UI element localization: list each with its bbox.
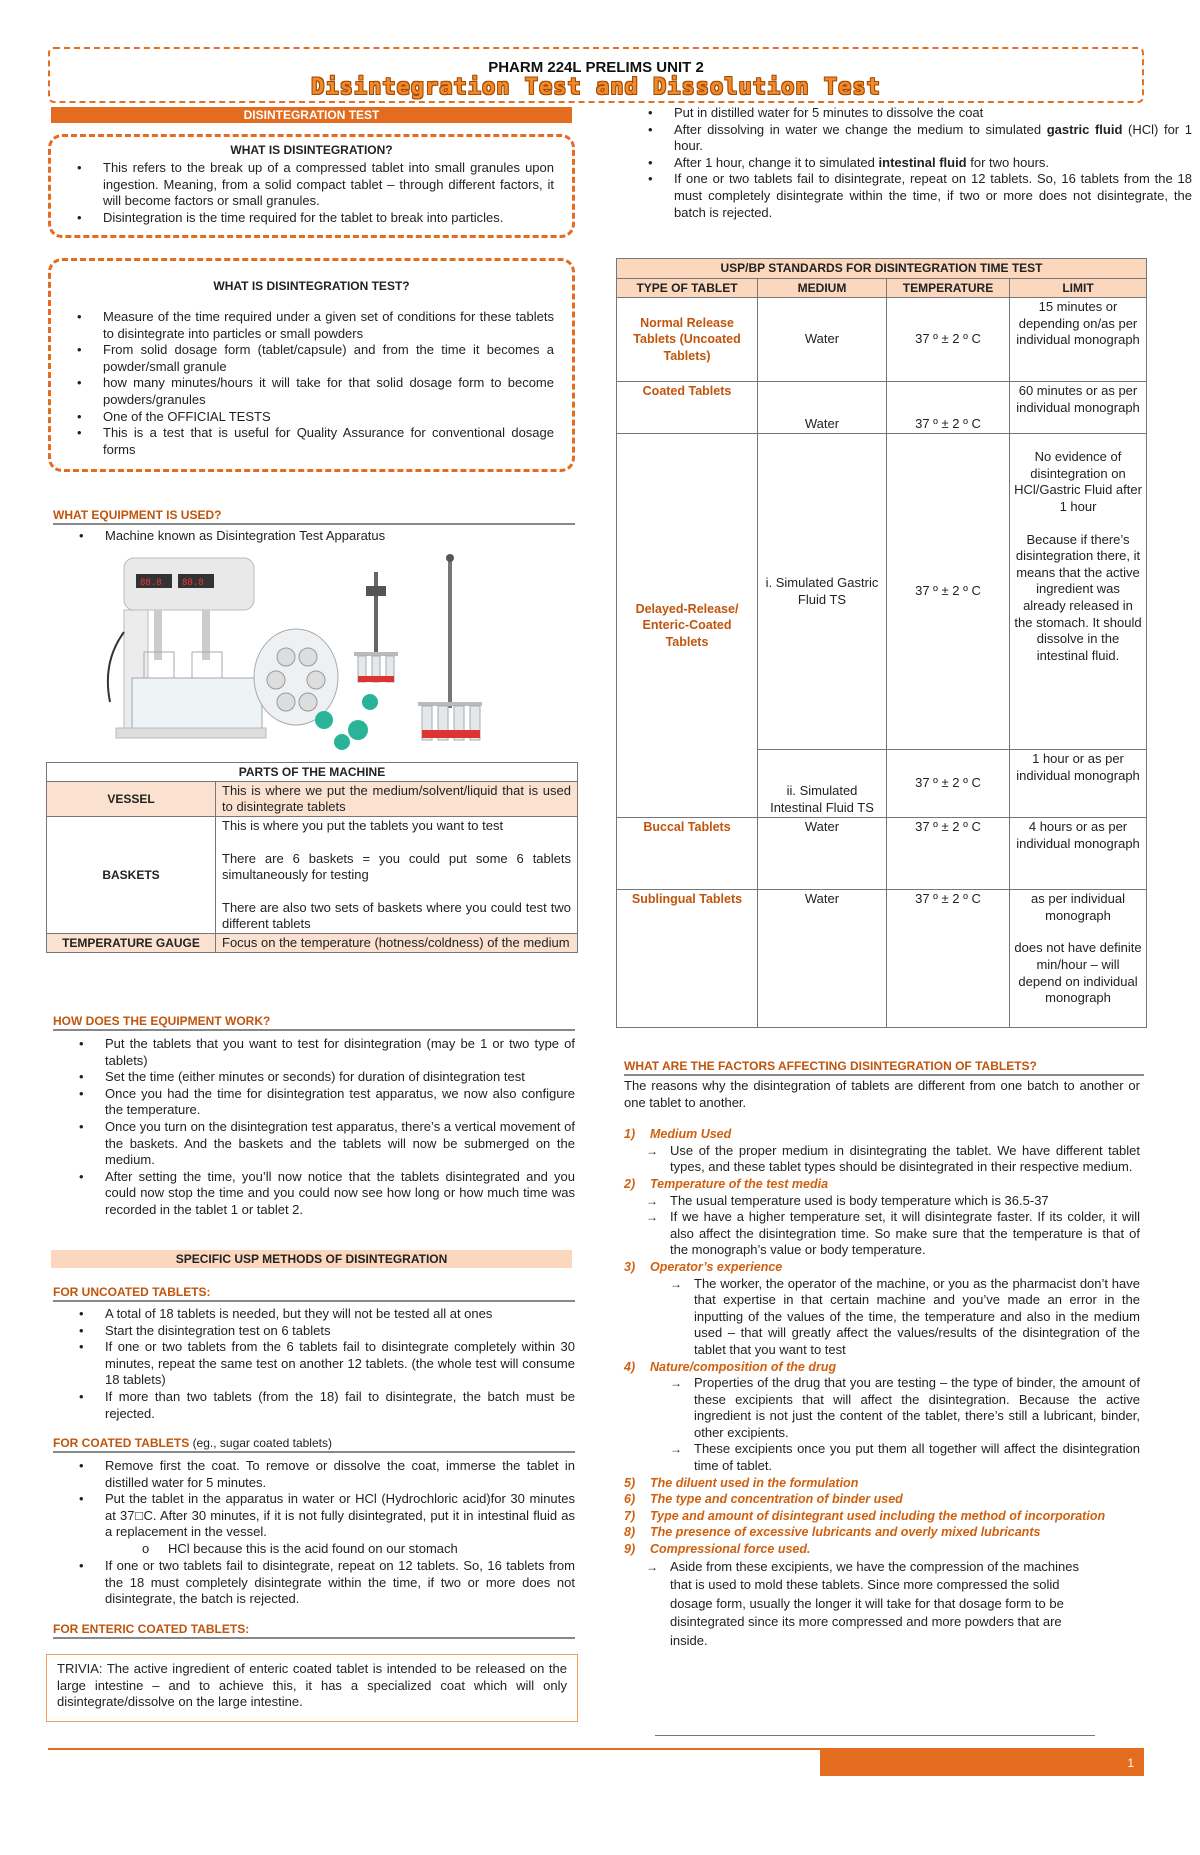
table-cell-type: Sublingual Tablets	[617, 890, 758, 1028]
list-item: • If one or two tablets from the 6 tablets fail to disintegrate completely within 30 minutes, repeat the same test on another 12 tablets. (the whole test will consume 18 tablets)	[105, 1339, 575, 1389]
text: After dissolving in water we change the medium to simulated	[674, 121, 1047, 137]
parts-table-title: PARTS OF THE MACHINE	[47, 763, 578, 782]
factor-4	[624, 1359, 1140, 1376]
list-item: • If one or two tablets fail to disintegrate, repeat on 12 tablets. So, 16 tablets from the 18 must completely disintegrate within the time, if two or more does not disintegrate, the batch is rejected.	[674, 171, 1192, 221]
factor-title: Operator’s experience	[650, 1259, 783, 1274]
factor-8	[624, 1524, 1140, 1541]
table-cell-limit: 1 hour or as per individual monograph	[1010, 750, 1147, 818]
list-item: • From solid dosage form (tablet/capsule) and from the time it becomes a powder/small granule	[103, 342, 554, 375]
factor-1-detail: → Use of the proper medium in disintegrating the tablet. We have different tablet types, and these tablet types should be disintegrated in their respective medium.	[624, 1143, 1140, 1176]
factor-9	[624, 1541, 1140, 1558]
table-cell-medium: ii. Simulated Intestinal Fluid TS	[758, 750, 887, 818]
footer-rule	[655, 1735, 1095, 1736]
baskets-label: BASKETS	[47, 817, 216, 934]
list-item: • One of the OFFICIAL TESTS	[103, 409, 554, 426]
list-item: • Start the disintegration test on 6 tablets	[105, 1323, 575, 1340]
factor-4-detail: → Properties of the drug that you are testing – the type of binder, the amount of these excipients that will affect the disintegration. Because the active ingredient is not just the content of the tablet, there’s still a lubricant, binder, other excipients.	[624, 1375, 1140, 1441]
table-cell-temp: 37 º ± 2 º C	[887, 382, 1010, 434]
vessel-label: VESSEL	[47, 782, 216, 817]
limit-text: No evidence of disintegration on HCl/Gastric Fluid after 1 hour	[1014, 449, 1142, 514]
table-cell-limit	[1010, 434, 1147, 750]
baskets-text: There are 6 baskets = you could put some 6 tablets simultaneously for testing	[222, 851, 571, 882]
col-header-type: TYPE OF TABLET	[617, 278, 758, 298]
factor-title: The diluent used in the formulation	[650, 1475, 859, 1490]
list-item	[674, 122, 1192, 155]
what-is-disintegration-test-box	[48, 258, 575, 472]
gastric-fluid-bold: gastric fluid	[1046, 121, 1123, 137]
factor-9-detail: → Aside from these excipients, we have the compression of the machines that is used to mold these tablets. Since more compressed the solid dosage form, usually the longer it will take for that dosage form to be disintegrated since its more compressed and more powders that are inside.	[624, 1558, 1140, 1651]
factor-4-detail: → These excipients once you put them all together will affect the disintegration time of tablet.	[624, 1441, 1140, 1474]
temperature-gauge-description: Focus on the temperature (hotness/coldness) of the medium	[216, 934, 578, 953]
what-is-disintegration-title: WHAT IS DISINTEGRATION?	[230, 143, 393, 157]
disintegration-apparatus-image	[96, 552, 566, 760]
what-is-test-title: WHAT IS DISINTEGRATION TEST?	[213, 279, 410, 293]
text: (HCl) for 1 hour.	[674, 121, 1192, 154]
coated-subitem-text: HCl because this is the acid found on our stomach	[168, 1541, 458, 1556]
page-header	[48, 47, 1144, 103]
factor-1	[624, 1126, 1140, 1143]
how-list	[53, 1036, 575, 1219]
list-item: • A total of 18 tablets is needed, but they will not be tested all at ones	[105, 1306, 575, 1323]
table-cell-type: Normal Release Tablets (Uncoated Tablets)	[617, 298, 758, 382]
disintegration-test-bar: DISINTEGRATION TEST	[51, 107, 572, 123]
list-item: • Put in distilled water for 5 minutes to dissolve the coat	[674, 105, 1192, 122]
table-cell-medium: Water	[758, 298, 887, 382]
list-item: • Machine known as Disintegration Test Apparatus	[105, 528, 575, 545]
list-item: • Measure of the time required under a given set of conditions for these tablets to disintegrate into particles or small powders	[103, 309, 554, 342]
coated-heading	[53, 1436, 575, 1453]
table-cell-type: Delayed-Release/ Enteric-Coated Tablets	[617, 434, 758, 818]
factor-number: 2)	[624, 1176, 636, 1191]
list-item: • After setting the time, you’ll now notice that the tablets disintegrated and you could now stop the time and you could now see how long or how much time was recorded in the tablet 1 or tablet 2.	[105, 1169, 575, 1219]
table-cell-medium: Water	[758, 818, 887, 890]
enteric-heading: FOR ENTERIC COATED TABLETS:	[53, 1622, 575, 1639]
parts-of-machine-table	[46, 762, 578, 953]
table-cell-limit: 4 hours or as per individual monograph	[1010, 818, 1147, 890]
list-item: • Once you had the time for disintegration test apparatus, we now also configure the temperature.	[105, 1086, 575, 1119]
enteric-steps-list	[622, 105, 1192, 221]
factor-2-detail: → If we have a higher temperature set, it will disintegrate faster. If its colder, it will also affect the disintegration time. So make sure that the temperature is that of the monograph’s value or body temperature.	[624, 1209, 1140, 1259]
list-item: • This is a test that is useful for Quality Assurance for conventional dosage forms	[103, 425, 554, 458]
factor-number: 9)	[624, 1542, 636, 1557]
intestinal-fluid-bold: intestinal fluid	[878, 154, 967, 170]
table-cell-type: Buccal Tablets	[617, 818, 758, 890]
what-is-disintegration-list	[51, 160, 572, 226]
factor-number: 7)	[624, 1508, 636, 1523]
factor-number: 8)	[624, 1525, 636, 1540]
factor-title: The presence of excessive lubricants and overly mixed lubricants	[650, 1525, 1041, 1540]
list-item: • Once you turn on the disintegration test apparatus, there’s a vertical movement of the baskets. And the baskets and the tablets will now be submerged on the medium.	[105, 1119, 575, 1169]
factors-section	[624, 1078, 1140, 1650]
factor-2	[624, 1176, 1140, 1193]
coated-heading-note: (eg., sugar coated tablets)	[192, 1436, 332, 1450]
factors-heading: WHAT ARE THE FACTORS AFFECTING DISINTEGRATION OF TABLETS?	[624, 1059, 1144, 1076]
list-item: • Remove first the coat. To remove or dissolve the coat, immerse the tablet in distilled water for 5 minutes.	[105, 1458, 575, 1491]
factor-5	[624, 1475, 1140, 1492]
factor-2-detail: → The usual temperature used is body temperature which is 36.5-37	[624, 1193, 1140, 1210]
how-heading: HOW DOES THE EQUIPMENT WORK?	[53, 1014, 575, 1031]
uncoated-heading: FOR UNCOATED TABLETS:	[53, 1285, 575, 1302]
list-item: • If one or two tablets fail to disintegrate, repeat on 12 tablets. So, 16 tablets from the 18 must completely disintegrate within the time, if two or more does not disintegrate, the batch is rejected.	[105, 1558, 575, 1608]
baskets-text: There are also two sets of baskets where you could test two different tablets	[222, 900, 571, 931]
trivia-box: TRIVIA: The active ingredient of enteric coated tablet is intended to be released on the large intestine – and to achieve this, it has a specialized coat which will only disintegrate/dissolve on the large intestine.	[46, 1654, 578, 1722]
table-cell-medium: Water	[758, 382, 887, 434]
table-cell-type: Coated Tablets	[617, 382, 758, 434]
coated-subitem	[142, 1541, 568, 1558]
factor-number: 4)	[624, 1359, 636, 1374]
table-cell-limit: 15 minutes or depending on/as per individual monograph	[1010, 298, 1147, 382]
table-cell-temp: 37 º ± 2 º C	[887, 434, 1010, 750]
what-is-disintegration-box	[48, 134, 575, 238]
temperature-gauge-label: TEMPERATURE GAUGE	[47, 934, 216, 953]
factor-title: Nature/composition of the drug	[650, 1359, 837, 1374]
svg-text:88.8: 88.8	[140, 578, 162, 588]
col-header-medium: MEDIUM	[758, 278, 887, 298]
vessel-description: This is where we put the medium/solvent/liquid that is used to disintegrate tablets	[216, 782, 578, 817]
uncoated-list	[53, 1306, 575, 1422]
equipment-heading: WHAT EQUIPMENT IS USED?	[53, 508, 575, 525]
factor-3	[624, 1259, 1140, 1276]
list-item: • Set the time (either minutes or seconds) for duration of disintegration test	[105, 1069, 575, 1086]
document-title: Disintegration Test and Dissolution Test	[311, 75, 881, 100]
disintegration-standards-table	[616, 258, 1147, 1028]
standards-table-title: USP/BP STANDARDS FOR DISINTEGRATION TIME TEST	[617, 259, 1147, 279]
table-cell-limit: 60 minutes or as per individual monograph	[1010, 382, 1147, 434]
list-item: • Put the tablets that you want to test for disintegration (may be 1 or two type of tablets)	[105, 1036, 575, 1069]
list-item: • how many minutes/hours it will take for that solid dosage form to become powders/granules	[103, 375, 554, 408]
baskets-text: This is where you put the tablets you want to test	[222, 818, 504, 833]
coated-list	[53, 1458, 575, 1541]
factor-6	[624, 1491, 1140, 1508]
coated-heading-text: FOR COATED TABLETS	[53, 1436, 190, 1450]
col-header-limit: LIMIT	[1010, 278, 1147, 298]
list-item: • If more than two tablets (from the 18) fail to disintegrate, the batch must be rejected.	[105, 1389, 575, 1422]
list-item: • This refers to the break up of a compressed tablet into small granules upon ingestion. Meaning, from a solid compact tablet – through different factors, it will become factors or small granules.	[103, 160, 554, 210]
col-header-temperature: TEMPERATURE	[887, 278, 1010, 298]
factor-title: The type and concentration of binder used	[650, 1492, 903, 1507]
list-item: • Disintegration is the time required for the tablet to break into particles.	[103, 210, 554, 227]
factor-number: 3)	[624, 1259, 636, 1274]
table-cell-temp: 37 º ± 2 º C	[887, 298, 1010, 382]
limit-text: Because if there’s disintegration there, it means that the active ingredient was already released in the stomach. It should dissolve in the intestinal fluid.	[1014, 531, 1142, 663]
factor-7	[624, 1508, 1140, 1525]
circle-bullet-icon: o	[142, 1541, 150, 1556]
factor-3-detail: → The worker, the operator of the machine, or you as the pharmacist don’t have that expertise in that certain machine and you’ve made an error in the inputting of the values of the time, the temperature and also in the medium used – that will greatly affect the values/results of the disintegration of the tablet that you want to test	[624, 1276, 1140, 1359]
table-cell-temp: 37 º ± 2 º C	[887, 818, 1010, 890]
factor-number: 5)	[624, 1475, 636, 1490]
usp-methods-bar: SPECIFIC USP METHODS OF DISINTEGRATION	[51, 1250, 572, 1268]
text: for two hours.	[966, 154, 1050, 170]
factor-number: 6)	[624, 1492, 636, 1507]
list-item	[674, 155, 1192, 172]
factor-number: 1)	[624, 1127, 636, 1142]
coated-list-continued	[53, 1558, 575, 1608]
what-is-test-list	[51, 309, 572, 458]
limit-text: as per individual monograph	[1031, 891, 1125, 923]
factor-title: Compressional force used.	[650, 1542, 811, 1557]
course-title: PHARM 224L PRELIMS UNIT 2	[488, 59, 704, 76]
factors-intro: The reasons why the disintegration of tablets are different from one batch to another or one tablet to another.	[624, 1078, 1140, 1110]
table-cell-temp: 37 º ± 2 º C	[887, 750, 1010, 818]
equipment-list	[53, 528, 575, 545]
list-item: • Put the tablet in the apparatus in water or HCl (Hydrochloric acid)for 30 minutes at 37□C. After 30 minutes, if it is not fully disintegrated, put it in intestinal fluid as a replacement in the vessel.	[105, 1491, 575, 1541]
table-cell-limit	[1010, 890, 1147, 1028]
table-cell-medium: Water	[758, 890, 887, 1028]
table-cell-medium: i. Simulated Gastric Fluid TS	[758, 434, 887, 750]
factor-title: Type and amount of disintegrant used including the method of incorporation	[650, 1508, 1106, 1523]
table-cell-temp: 37 º ± 2 º C	[887, 890, 1010, 1028]
baskets-description	[216, 817, 578, 934]
factor-title: Temperature of the test media	[650, 1176, 829, 1191]
factor-title: Medium Used	[650, 1127, 732, 1142]
text: After 1 hour, change it to simulated	[674, 154, 879, 170]
page-number: 1	[820, 1750, 1144, 1776]
svg-text:88.8: 88.8	[182, 578, 204, 588]
limit-text: does not have definite min/hour – will depend on individual monograph	[1014, 940, 1142, 1006]
